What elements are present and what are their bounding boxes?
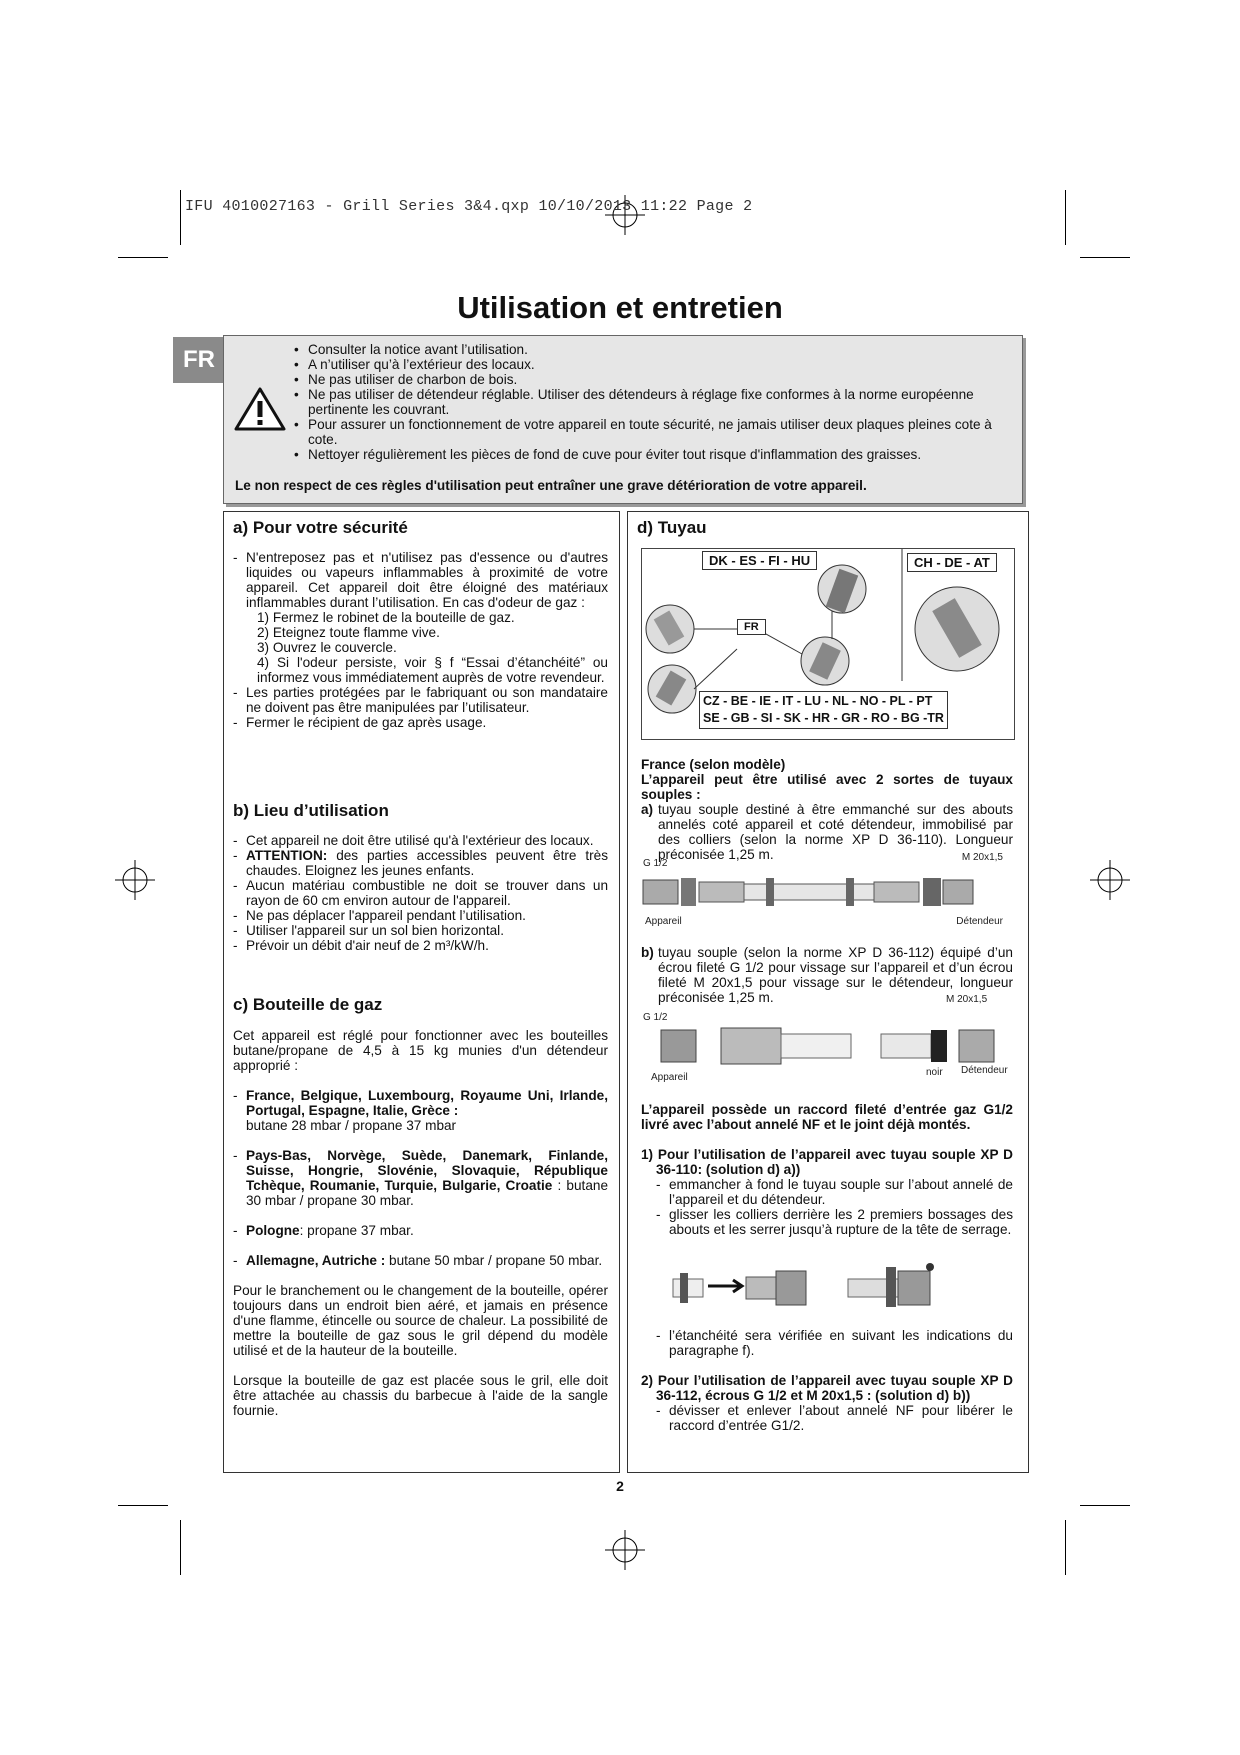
part-label: Détendeur (956, 916, 1003, 927)
section-title: a) Pour votre sécurité (233, 518, 408, 537)
print-header: IFU 4010027163 - Grill Series 3&4.qxp 10/10/2013 11:22 Page 2 (185, 198, 753, 215)
page-title: Utilisation et entretien (457, 290, 783, 325)
step: 2) Eteignez toute flamme vive. (257, 625, 440, 640)
step: 1) Fermez le robinet de la bouteille de gaz. (257, 610, 515, 625)
country-label: CZ - BE - IE - IT - LU - NL - NO - PL - PT (703, 694, 933, 708)
country-label: CH - DE - AT (907, 553, 997, 572)
registration-mark-icon (115, 860, 155, 900)
crop-mark (1080, 257, 1130, 258)
list-item (233, 848, 608, 878)
thread-label: G 1/2 (643, 1012, 668, 1023)
list-item: - emmancher à fond le tuyau souple sur l’about annelé de l’appareil et du détendeur. (656, 1177, 1013, 1207)
warning-triangle-icon (234, 386, 286, 432)
france-subtitle: L’appareil peut être utilisé avec 2 sortes de tuyaux souples : (641, 772, 1013, 802)
list-item: - Aucun matériau combustible ne doit se trouver dans un rayon de 60 cm environ autour de l'appareil. (233, 878, 608, 908)
warning-footer: Le non respect de ces règles d'utilisation peut entraîner une grave détérioration de votre appareil. (235, 478, 867, 493)
hose-figure-a (641, 852, 1013, 928)
warning-item: • A n’utiliser qu’à l’extérieur des locaux. (294, 357, 1002, 372)
crop-mark (1080, 1505, 1130, 1506)
page-number: 2 (616, 1478, 624, 1494)
option-label: a) (641, 802, 654, 817)
paragraph: Lorsque la bouteille de gaz est placée sous le gril, elle doit être attachée au chassis du barbecue à l'aide de la sangle fournie. (233, 1373, 608, 1418)
crop-mark (1065, 1520, 1066, 1575)
hose-illustration (641, 1024, 1013, 1074)
paragraph: - Fermer le récipient de gaz après usage. (233, 715, 608, 730)
usage-title: 1) Pour l’utilisation de l’appareil avec tuyau souple XP D 36-110: (solution d) a)) (641, 1147, 1013, 1177)
list-item: - Utiliser l'appareil sur un sol bien horizontal. (233, 923, 608, 938)
pressure-text: butane 28 mbar / propane 37 mbar (246, 1118, 457, 1133)
country-label: SE - GB - SI - SK - HR - GR - RO - BG -TR (703, 711, 944, 725)
section-title: c) Bouteille de gaz (233, 995, 383, 1014)
usage-block (641, 1102, 1013, 1237)
thread-label: M 20x1,5 (961, 852, 1003, 863)
warning-item: • Consulter la notice avant l’utilisation. (294, 342, 1002, 357)
crop-mark (180, 190, 181, 245)
usage-block-2 (641, 1328, 1013, 1433)
raccord-note: L’appareil possède un raccord fileté d’entrée gaz G1/2 livré avec l’about annelé NF et le joint déjà montés. (641, 1102, 1013, 1132)
country-list: Pologne (246, 1223, 300, 1238)
warning-item: • Ne pas utiliser de charbon de bois. (294, 372, 1002, 387)
part-label: noir (926, 1067, 943, 1078)
hose-figure-b (641, 994, 1013, 1087)
pressure-text: : propane 37 mbar. (299, 1223, 414, 1238)
option-text: tuyau souple destiné à être emmanché sur des abouts annelés coté appareil et coté détendeur, immobilisé par des colliers (selon la norme XP D 36-110). Longueur préconisée 1,25 m. (658, 802, 1013, 862)
warning-item: • Pour assurer un fonctionnement de votre appareil en toute sécurité, ne jamais utiliser deux plaques pleines cote à cote. (294, 417, 1002, 447)
list-item: - glisser les colliers derrière les 2 premiers bossages des abouts et les serrer jusqu’à rupture de la tête de serrage. (656, 1207, 1013, 1237)
country-label-group (699, 691, 948, 729)
warning-item: • Nettoyer régulièrement les pièces de fond de cuve pour éviter tout risque d'inflammation des graisses. (294, 447, 1002, 462)
step: 3) Ouvrez le couvercle. (257, 640, 397, 655)
crop-mark (1065, 190, 1066, 245)
step: 4) Si l'odeur persiste, voir § f “Essai d’étanchéité” ou informez vous immédiatement auprès de votre revendeur. (257, 655, 608, 685)
section-title: d) Tuyau (637, 518, 707, 537)
list-item: - Cet appareil ne doit être utilisé qu'à l'extérieur des locaux. (233, 833, 608, 848)
regulator-figure (641, 548, 1015, 740)
crop-mark (118, 257, 168, 258)
part-label: Détendeur (961, 1065, 1008, 1076)
section-c-body (233, 1028, 608, 1418)
warning-item: • Ne pas utiliser de détendeur réglable. Utiliser des détendeurs à réglage fixe conformes à la norme européenne pertinente les couvrant. (294, 387, 1002, 417)
pressure-text: : butane 30 mbar / propane 30 mbar. (246, 1178, 608, 1208)
thread-label: G 1/2 (643, 858, 668, 869)
paragraph: - Les parties protégées par le fabriquant ou son mandataire ne doivent pas être manipulées par l’utilisateur. (233, 685, 608, 715)
part-label: Appareil (651, 1072, 688, 1083)
country-list: Allemagne, Autriche : (246, 1253, 386, 1268)
right-column (627, 511, 1029, 1473)
list-item: - l’étanchéité sera vérifiée en suivant les indications du paragraphe f). (656, 1328, 1013, 1358)
section-b-body (233, 833, 608, 953)
list-item: - Prévoir un débit d'air neuf de 2 m³/kW/h. (233, 938, 608, 953)
pressure-text: butane 50 mbar / propane 50 mbar. (389, 1253, 603, 1268)
country-label: DK - ES - FI - HU (702, 551, 817, 570)
list-item-text: des parties accessibles peuvent être très chaudes. Eloignez les jeunes enfants. (246, 848, 609, 878)
registration-mark-icon (605, 1530, 645, 1570)
thread-label: M 20x1,5 (946, 994, 988, 1005)
paragraph: - N'entreposez pas et n'utilisez pas d'essence ou d'autres liquides ou vapeurs inflammables à proximité de votre appareil. Cet appareil doit être éloigné des matériaux inflammables durant l’utilisation. En cas d'odeur de gaz : (233, 550, 608, 610)
left-column (223, 511, 620, 1473)
option-text: tuyau souple (selon la norme XP D 36-112) équipé d’un écrou fileté G 1/2 pour vissage sur l’appareil et d’un écrou fileté M 20x1,5 pour vissage sur le détendeur, longueur préconisée 1,25 m. (658, 945, 1013, 1005)
country-group (233, 1253, 608, 1268)
paragraph: Pour le branchement ou le changement de la bouteille, opérer toujours dans un endroit bien aéré, et jamais en présence d'une flamme, étincelle ou source de chaleur. La possibilité de mettre la bouteille de gaz sous le gril dépend du modèle utilisé et de la hauteur de la bouteille. (233, 1283, 608, 1358)
assembly-illustration (668, 1259, 998, 1314)
warning-list (294, 342, 1002, 462)
list-item: - Ne pas déplacer l'appareil pendant l’utilisation. (233, 908, 608, 923)
option-label: b) (641, 945, 654, 960)
attention-label: ATTENTION: (246, 848, 328, 863)
country-label: FR (737, 619, 766, 635)
france-block (641, 757, 1013, 862)
crop-mark (118, 1505, 168, 1506)
country-list: Pays-Bas, Norvège, Suède, Danemark, Finlande, Suisse, Hongrie, Slovénie, Slovaquie, République Tchèque, Roumanie, Turquie, Bulgarie, Croatie (246, 1148, 608, 1193)
part-label: Appareil (645, 916, 682, 927)
section-title: b) Lieu d’utilisation (233, 801, 389, 820)
registration-mark-icon (1090, 860, 1130, 900)
france-title: France (selon modèle) (641, 757, 786, 772)
section-a-body (233, 550, 608, 730)
option-a (641, 802, 1013, 862)
list-item: - dévisser et enlever l’about annelé NF pour libérer le raccord d’entrée G1/2. (656, 1403, 1013, 1433)
crop-mark (180, 1520, 181, 1575)
country-group (233, 1148, 608, 1208)
country-group (233, 1223, 608, 1238)
usage-title: 2) Pour l’utilisation de l’appareil avec tuyau souple XP D 36-112, écrous G 1/2 et M 20x1,5 : (solution d) b)) (641, 1373, 1013, 1403)
language-tab: FR (173, 337, 225, 383)
country-list: France, Belgique, Luxembourg, Royaume Uni, Irlande, Portugal, Espagne, Italie, Grèce : (246, 1088, 608, 1118)
warning-box (223, 335, 1023, 504)
country-group (233, 1088, 608, 1133)
paragraph: Cet appareil est réglé pour fonctionner avec les bouteilles butane/propane de 4,5 à 15 kg munies d'un détendeur approprié : (233, 1028, 608, 1073)
hose-illustration (641, 872, 1013, 922)
